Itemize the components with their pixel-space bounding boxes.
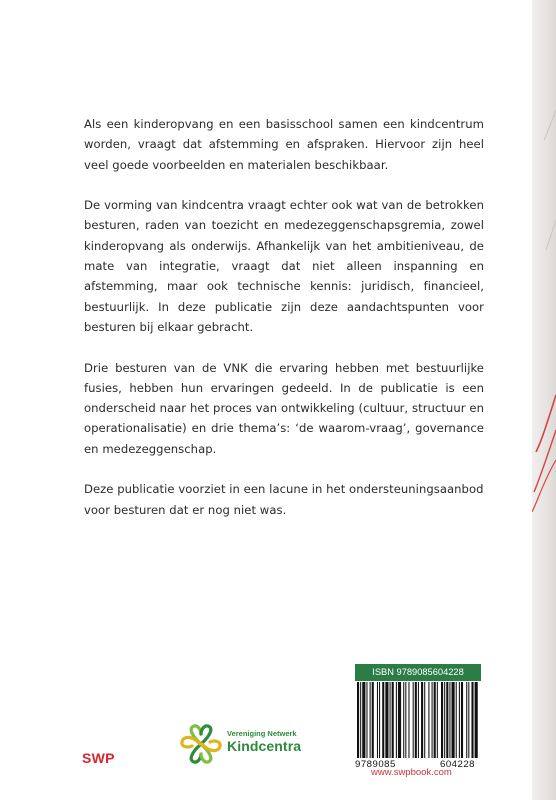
barcode-bar bbox=[468, 682, 469, 758]
isbn-digits-left: 9789085 bbox=[355, 759, 396, 770]
barcode-bar bbox=[379, 682, 380, 758]
barcode-bar bbox=[370, 682, 371, 758]
barcode-bar bbox=[444, 682, 445, 758]
barcode-bar bbox=[403, 682, 404, 758]
vnk-logo-title: Kindcentra bbox=[227, 738, 302, 754]
blurb-paragraph-3: Drie besturen van de VNK die ervaring hebben met bestuurlijke fusies, hebben hun ervaringen gedeeld. In de publicatie is een onderscheid naar het proces van ontwikkeling (cultuur, structuur en operationalisatie) en drie thema’s: ‘de waarom-vraag’, governance en medezeggenschap. bbox=[84, 360, 484, 456]
barcode-bar bbox=[471, 682, 473, 758]
isbn-label: ISBN 9789085604228 bbox=[355, 664, 481, 681]
publisher-url: www.swpbook.com bbox=[371, 767, 452, 778]
vnk-logo-subtitle: Vereniging Netwerk bbox=[227, 729, 297, 738]
barcode-bar bbox=[475, 682, 478, 758]
vnk-logo bbox=[178, 722, 318, 768]
barcode-bar bbox=[424, 682, 425, 758]
blurb-paragraph-2: De vorming van kindcentra vraagt echter ook wat van de betrokken besturen, raden van toezicht en medezeggenschapsgremia, zowel kinderopvang als onderwijs. Afhankelijk van het ambitieniveau, de mate van integratie, vraagt dat niet alleen inspanning en afstemming, maar ook technische kennis: juridisch, financieel, bestuurlijk. In deze publicatie zijn deze aandachtspunten voor besturen bij elkaar gebracht. bbox=[84, 198, 484, 334]
barcode-bar bbox=[461, 682, 463, 758]
barcode-bar bbox=[382, 682, 384, 758]
red-thread-decoration bbox=[532, 0, 556, 800]
barcode-bar bbox=[408, 682, 409, 758]
swp-publisher-logo: SWP bbox=[82, 750, 115, 766]
barcode-bar bbox=[441, 682, 443, 758]
barcode-bar bbox=[452, 682, 455, 758]
barcode-bar bbox=[446, 682, 448, 758]
barcode-bar bbox=[413, 682, 414, 758]
isbn-digits-right: 604228 bbox=[439, 759, 475, 770]
barcode-bar bbox=[466, 682, 467, 758]
barcode-bar bbox=[418, 682, 419, 758]
barcode-bar bbox=[362, 682, 365, 758]
barcode-bar bbox=[360, 682, 361, 758]
barcode-bar bbox=[459, 682, 460, 758]
back-cover-blurb bbox=[84, 114, 484, 540]
barcode-graphic bbox=[355, 682, 481, 758]
barcode-bar bbox=[396, 682, 397, 758]
barcode-bar bbox=[357, 682, 359, 758]
barcode-bar bbox=[377, 682, 378, 758]
barcode-bar bbox=[434, 682, 436, 758]
barcode-bar bbox=[398, 682, 401, 758]
barcode-bar bbox=[366, 682, 367, 758]
barcode-bar bbox=[421, 682, 423, 758]
barcode-bar bbox=[390, 682, 391, 758]
blurb-paragraph-1: Als een kinderopvang en een basisschool samen een kindcentrum worden, vraagt dat afstemming en afspraken. Hiervoor zijn heel veel goede voorbeelden en materialen beschikbaar. bbox=[84, 117, 484, 172]
barcode-bar bbox=[385, 682, 388, 758]
blurb-paragraph-4: Deze publicatie voorziet in een lacune in het ondersteuningsaanbod voor besturen dat er nog niet was. bbox=[84, 482, 484, 517]
decorative-photo-edge bbox=[532, 0, 556, 800]
barcode-bar bbox=[415, 682, 417, 758]
barcode-bar bbox=[449, 682, 450, 758]
barcode-bar bbox=[456, 682, 457, 758]
barcode-bar bbox=[372, 682, 374, 758]
barcode-bar bbox=[405, 682, 406, 758]
barcode-bar bbox=[432, 682, 433, 758]
barcode-bar bbox=[437, 682, 438, 758]
isbn-barcode-block bbox=[355, 664, 481, 770]
barcode-bar bbox=[392, 682, 394, 758]
barcode-bar bbox=[428, 682, 429, 758]
clover-hearts-icon bbox=[178, 722, 224, 768]
